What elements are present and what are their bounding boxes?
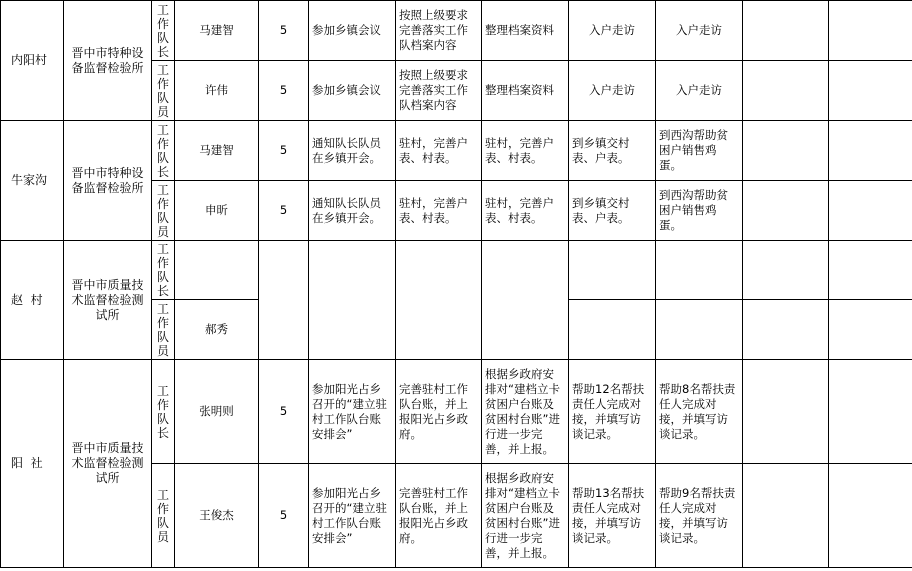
work-cell (656, 241, 743, 300)
empty-cell (743, 360, 829, 464)
work-cell: 驻村，完善户表、村表。 (396, 181, 482, 241)
role-cell: 工作队长 (152, 121, 175, 181)
member-name: 许伟 (175, 61, 259, 121)
village-name: 牛家沟 (1, 121, 64, 241)
work-cell: 参加乡镇会议 (309, 61, 396, 121)
role-cell: 工作队员 (152, 61, 175, 121)
empty-cell (829, 181, 912, 241)
empty-cell (829, 121, 912, 181)
work-cell (656, 300, 743, 360)
work-cell: 帮助12名帮扶责任人完成对接，并填写访谈记录。 (569, 360, 656, 464)
days-cell: 5 (259, 181, 309, 241)
work-cell (309, 241, 396, 360)
empty-cell (829, 1, 912, 61)
work-cell (569, 241, 656, 300)
role-cell: 工作队员 (152, 300, 175, 360)
work-cell: 帮助13名帮扶责任人完成对接，并填写访谈记录。 (569, 464, 656, 568)
unit-name: 晋中市特种设备监督检验所 (64, 1, 152, 121)
work-cell: 参加乡镇会议 (309, 1, 396, 61)
empty-cell (743, 61, 829, 121)
empty-cell (743, 300, 829, 360)
unit-name: 晋中市特种设备监督检验所 (64, 121, 152, 241)
work-cell: 参加阳光占乡召开的“建立驻村工作队台账安排会” (309, 360, 396, 464)
work-cell: 到乡镇交村表、户表。 (569, 181, 656, 241)
empty-cell (829, 61, 912, 121)
days-cell: 5 (259, 61, 309, 121)
member-name (175, 241, 259, 300)
role-cell: 工作队长 (152, 360, 175, 464)
member-name: 张明则 (175, 360, 259, 464)
role-cell: 工作队长 (152, 1, 175, 61)
work-cell: 完善驻村工作队台账，并上报阳光占乡政府。 (396, 360, 482, 464)
unit-name: 晋中市质量技术监督检验测试所 (64, 241, 152, 360)
work-cell: 到西沟帮助贫困户销售鸡蛋。 (656, 121, 743, 181)
work-cell: 根据乡政府安排对“建档立卡贫困户台账及贫困村台账”进行进一步完善，并上报。 (482, 464, 569, 568)
member-name: 郝秀 (175, 300, 259, 360)
work-cell: 按照上级要求完善落实工作队档案内容 (396, 61, 482, 121)
days-cell: 5 (259, 464, 309, 568)
table-row (1, 360, 912, 464)
work-cell: 入户走访 (569, 1, 656, 61)
role-cell: 工作队员 (152, 464, 175, 568)
work-cell: 驻村，完善户表、村表。 (396, 121, 482, 181)
days-cell: 5 (259, 360, 309, 464)
work-cell: 入户走访 (656, 61, 743, 121)
empty-cell (743, 464, 829, 568)
work-cell: 通知队长队员在乡镇开会。 (309, 121, 396, 181)
work-cell: 参加阳光占乡召开的“建立驻村工作队台账安排会” (309, 464, 396, 568)
member-name: 马建智 (175, 1, 259, 61)
work-cell (482, 241, 569, 360)
days-cell: 5 (259, 121, 309, 181)
empty-cell (829, 241, 912, 300)
empty-cell (743, 181, 829, 241)
empty-cell (829, 464, 912, 568)
member-name: 申昕 (175, 181, 259, 241)
member-name: 马建智 (175, 121, 259, 181)
member-name: 王俊杰 (175, 464, 259, 568)
village-name: 阳 社 (1, 360, 64, 568)
work-cell: 入户走访 (569, 61, 656, 121)
role-cell: 工作队员 (152, 181, 175, 241)
work-cell: 通知队长队员在乡镇开会。 (309, 181, 396, 241)
work-cell: 按照上级要求完善落实工作队档案内容 (396, 1, 482, 61)
table-row (1, 1, 912, 61)
work-cell: 入户走访 (656, 1, 743, 61)
work-cell: 帮助8名帮扶责任人完成对接，并填写访谈记录。 (656, 360, 743, 464)
work-cell: 驻村，完善户表、村表。 (482, 121, 569, 181)
village-name: 赵 村 (1, 241, 64, 360)
work-cell: 整理档案资料 (482, 1, 569, 61)
unit-name: 晋中市质量技术监督检验测试所 (64, 360, 152, 568)
work-cell: 到乡镇交村表、户表。 (569, 121, 656, 181)
work-cell (569, 300, 656, 360)
days-cell (259, 241, 309, 360)
days-cell: 5 (259, 1, 309, 61)
empty-cell (743, 121, 829, 181)
empty-cell (743, 1, 829, 61)
work-cell: 整理档案资料 (482, 61, 569, 121)
table-row (1, 241, 912, 300)
work-cell (396, 241, 482, 360)
empty-cell (829, 300, 912, 360)
empty-cell (743, 241, 829, 300)
work-cell: 帮助9名帮扶责任人完成对接，并填写访谈记录。 (656, 464, 743, 568)
village-name: 内阳村 (1, 1, 64, 121)
work-cell: 完善驻村工作队台账，并上报阳光占乡政府。 (396, 464, 482, 568)
table-row (1, 121, 912, 181)
role-cell: 工作队长 (152, 241, 175, 300)
empty-cell (829, 360, 912, 464)
work-cell: 驻村，完善户表、村表。 (482, 181, 569, 241)
work-cell: 到西沟帮助贫困户销售鸡蛋。 (656, 181, 743, 241)
work-cell: 根据乡政府安排对“建档立卡贫困户台账及贫困村台账”进行进一步完善，并上报。 (482, 360, 569, 464)
